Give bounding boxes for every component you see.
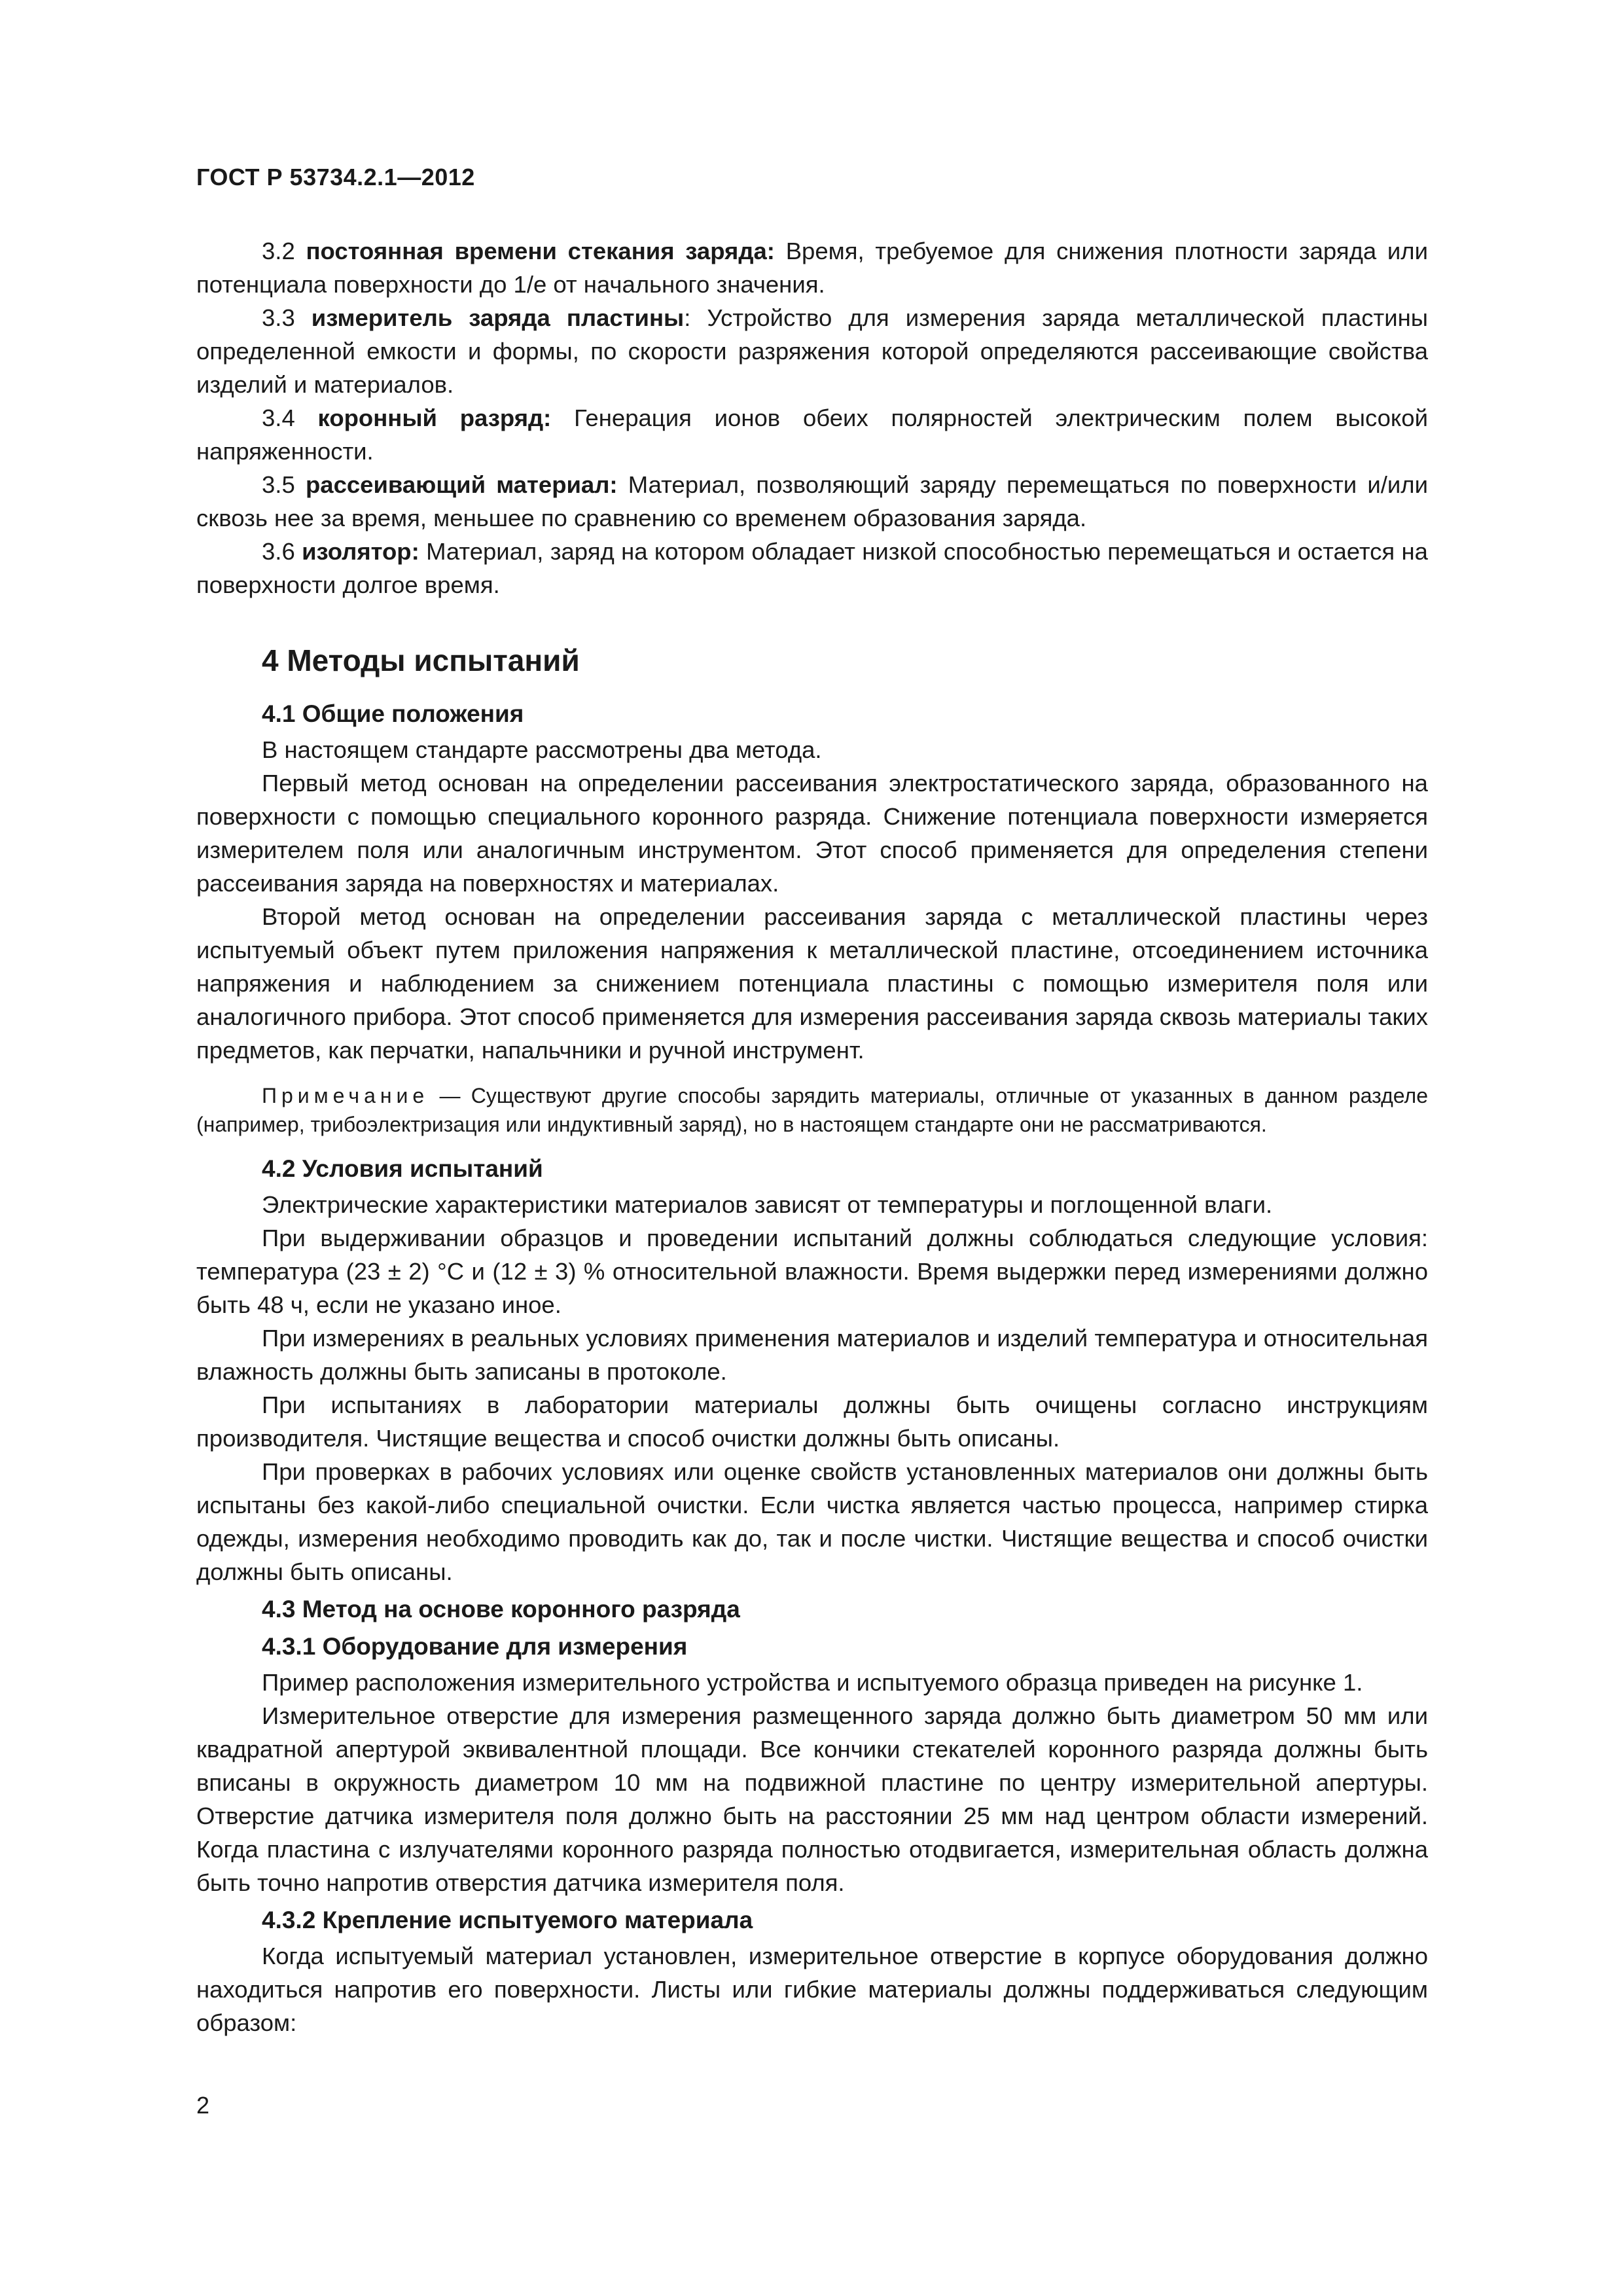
- definition-3-3: [196, 301, 1428, 401]
- definition-text: Материал, позволяющий заряду перемещаться по поверхности и/или сквозь нее за время, меньшее по сравнению со временем образования заряда.: [196, 471, 1428, 531]
- definition-number: 3.3: [262, 304, 295, 331]
- section-4-1-heading: 4.1 Общие положения: [262, 700, 524, 727]
- definition-3-6: [196, 535, 1428, 601]
- definition-number: 3.2: [262, 238, 295, 264]
- paragraph: При испытаниях в лаборатории материалы должны быть очищены согласно инструкциям производителя. Чистящие вещества и способ очистки должны быть описаны.: [196, 1391, 1428, 1452]
- note-label: Примечание: [262, 1084, 429, 1107]
- document-header: ГОСТ Р 53734.2.1—2012: [196, 164, 475, 190]
- paragraph: При проверках в рабочих условиях или оценке свойств установленных материалов они должны быть испытаны без какой-либо специальной очистки. Если чистка является частью процесса, например стирка одежды, измерения необходимо проводить как до, так и после чистки. Чистящие вещества и способ очистки должны быть описаны.: [196, 1458, 1428, 1585]
- definition-term: измеритель заряда пластины: [311, 304, 685, 331]
- definition-text: : Устройство для измерения заряда металлической пластины определенной емкости и формы, по скорости разряжения которой определяются рассеивающие свойства изделий и материалов.: [196, 304, 1428, 398]
- definition-term: коронный разряд:: [317, 404, 552, 431]
- definition-term: постоянная времени стекания заряда:: [306, 238, 775, 264]
- definition-3-5: [196, 468, 1428, 535]
- definition-3-2: [196, 234, 1428, 301]
- paragraph: Пример расположения измерительного устройства и испытуемого образца приведен на рисунке 1.: [262, 1669, 1363, 1696]
- paragraph: При выдерживании образцов и проведении испытаний должны соблюдаться следующие условия: температура (23 ± 2) °С и (12 ± 3) % относительной влажности. Время выдержки перед измерениями должно быть 48 ч, если не указано иное.: [196, 1225, 1428, 1318]
- paragraph: Когда испытуемый материал установлен, измерительное отверстие в корпусе оборудования должно находиться напротив его поверхности. Листы или гибкие материалы должны поддерживаться следующим образом:: [196, 1943, 1428, 2036]
- definition-3-4: [196, 401, 1428, 468]
- paragraph: Измерительное отверстие для измерения размещенного заряда должно быть диаметром 50 мм или квадратной апертурой эквивалентной площади. Все кончики стекателей коронного разряда должны быть вписаны в окружность диаметром 10 мм на подвижной пластине по центру измерительной апертуры. Отверстие датчика измерителя поля должно быть на расстоянии 25 мм над центром области измерений. Когда пластина с излучателями коронного разряда полностью отодвигается, измерительная область должна быть точно напротив отверстия датчика измерителя поля.: [196, 1702, 1428, 1896]
- definition-text: Материал, заряд на котором обладает низкой способностью перемещаться и остается на поверхности долгое время.: [196, 538, 1428, 598]
- definition-term: рассеивающий материал:: [305, 471, 618, 498]
- definition-text: Генерация ионов обеих полярностей электрическим полем высокой напряженности.: [196, 404, 1428, 465]
- paragraph: Первый метод основан на определении рассеивания электростатического заряда, образованного на поверхности с помощью специального коронного разряда. Снижение потенциала поверхности измеряется измерителем поля или аналогичным инструментом. Этот способ применяется для определения степени рассеивания заряда на поверхностях и материалах.: [196, 770, 1428, 897]
- note-text: — Существуют другие способы зарядить материалы, отличные от указанных в данном разделе (например, трибоэлектризация или индуктивный заряд), но в настоящем стандарте они не рассматриваются.: [196, 1084, 1428, 1136]
- document-body: [196, 234, 1428, 2039]
- paragraph: При измерениях в реальных условиях применения материалов и изделий температура и относительная влажность должны быть записаны в протоколе.: [196, 1325, 1428, 1385]
- definition-text: Время, требуемое для снижения плотности заряда или потенциала поверхности до 1/е от начального значения.: [196, 238, 1428, 298]
- section-4-3-1-heading: 4.3.1 Оборудование для измерения: [262, 1633, 688, 1660]
- section-4-heading: 4 Методы испытаний: [262, 643, 580, 677]
- paragraph: Электрические характеристики материалов зависят от температуры и поглощенной влаги.: [262, 1191, 1273, 1218]
- paragraph: В настоящем стандарте рассмотрены два метода.: [262, 736, 822, 763]
- definition-number: 3.4: [262, 404, 295, 431]
- paragraph: Второй метод основан на определении рассеивания заряда с металлической пластины через испытуемый объект путем приложения напряжения к металлической пластине, отсоединением источника напряжения и наблюдением за снижением потенциала пластины с помощью измерителя поля или аналогичного прибора. Этот способ применяется для измерения рассеивания заряда сквозь материалы таких предметов, как перчатки, напальчники и ручной инструмент.: [196, 903, 1428, 1064]
- definition-number: 3.5: [262, 471, 295, 498]
- note: [196, 1081, 1428, 1139]
- definition-number: 3.6: [262, 538, 295, 565]
- section-4-3-2-heading: 4.3.2 Крепление испытуемого материала: [262, 1907, 753, 1933]
- section-4-2-heading: 4.2 Условия испытаний: [262, 1155, 543, 1182]
- section-4-3-heading: 4.3 Метод на основе коронного разряда: [262, 1596, 740, 1623]
- page-number: 2: [196, 2092, 210, 2119]
- definition-term: изолятор:: [302, 538, 419, 565]
